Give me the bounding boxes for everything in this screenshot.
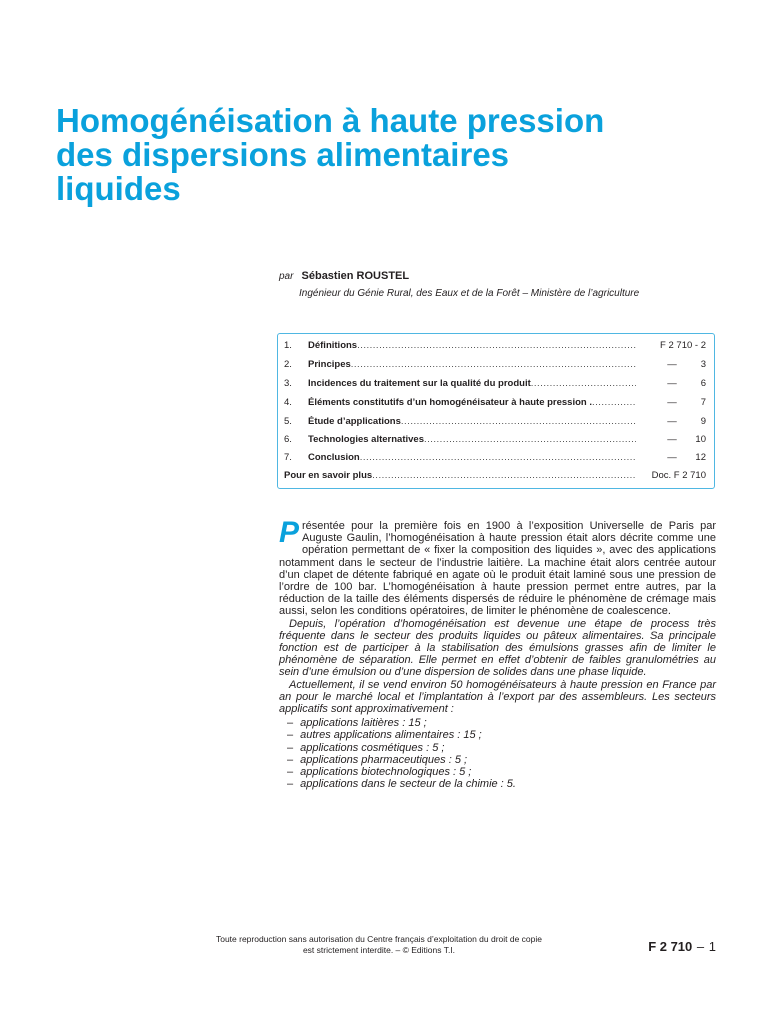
separator: –	[696, 939, 705, 954]
toc-label: Incidences du traitement sur la qualité du produit	[308, 378, 531, 389]
toc-item[interactable]	[284, 434, 706, 448]
toc-dash: —	[667, 416, 677, 427]
list-item-text: applications biotechnologiques : 5 ;	[300, 766, 472, 779]
toc-dash: —	[667, 434, 677, 445]
toc-leader	[424, 434, 636, 445]
toc-label-wrap	[308, 378, 636, 389]
list-item: – applications laitières : 15 ;	[287, 717, 427, 730]
toc-label-wrap	[284, 470, 636, 481]
toc-item[interactable]	[284, 359, 706, 373]
document-title	[56, 104, 736, 206]
toc-page: 9	[700, 416, 706, 427]
list-item-text: applications pharmaceutiques : 5 ;	[300, 753, 468, 766]
toc-further-reading[interactable]	[284, 470, 706, 484]
intro-paragraph	[279, 516, 716, 618]
list-item: – autres applications alimentaires : 15 ;	[287, 729, 482, 742]
page-reference	[648, 939, 716, 954]
table-of-contents	[277, 333, 715, 489]
toc-number: 6.	[284, 434, 292, 445]
list-item-text: applications cosmétiques : 5 ;	[300, 741, 445, 754]
toc-item[interactable]	[284, 340, 706, 354]
list-item-text: autres applications alimentaires : 15 ;	[300, 729, 482, 742]
toc-page: 6	[700, 378, 706, 389]
author-affiliation: Ingénieur du Génie Rural, des Eaux et de la Forêt – Ministère de l’agriculture	[299, 288, 640, 299]
toc-item[interactable]	[284, 378, 706, 392]
copyright-line: Toute reproduction sans autorisation du Centre français d’exploitation du droit de copie	[215, 934, 543, 944]
toc-label-wrap	[308, 452, 636, 463]
author-line	[279, 270, 409, 282]
toc-dash: —	[667, 397, 677, 408]
toc-label-wrap	[308, 397, 636, 408]
drop-cap: P	[279, 516, 300, 549]
title-line: liquides	[56, 170, 181, 207]
toc-number: 7.	[284, 452, 292, 463]
author-name: Sébastien ROUSTEL	[301, 270, 410, 282]
toc-label-wrap	[308, 434, 636, 445]
toc-label: Pour en savoir plus	[284, 470, 373, 481]
paragraph: Depuis, l’opération d’homogénéisation est devenue une étape de process très fréquente dans le secteur des produits liquides ou pâteux alimentaires. Sa principale fonction est de participer à la stabilisation des émulsions grasses afin de limiter le phénomène de séparation. Elle permet en effet d’obtenir de faibles granulométries au sein d’une émulsion ou d’une dispersion de solides dans une phase liquide.	[279, 617, 716, 679]
toc-label: Éléments constitutifs d’un homogénéisateur à haute pression .	[308, 397, 592, 408]
toc-label-wrap	[308, 359, 636, 370]
title-line: des dispersions alimentaires	[56, 136, 510, 173]
toc-page: 7	[700, 397, 706, 408]
author-prefix: par	[279, 271, 294, 282]
copyright-notice	[190, 934, 568, 956]
toc-number: 4.	[284, 397, 292, 408]
toc-label: Technologies alternatives	[308, 434, 424, 445]
list-item: – applications pharmaceutiques : 5 ;	[287, 753, 468, 766]
list-item: – applications cosmétiques : 5 ;	[287, 741, 445, 754]
title-line: Homogénéisation à haute pression	[56, 102, 605, 139]
toc-label-wrap	[308, 416, 636, 427]
toc-leader	[351, 359, 636, 370]
toc-label: Définitions	[308, 340, 358, 351]
toc-item[interactable]	[284, 416, 706, 430]
toc-number: 2.	[284, 359, 292, 370]
toc-page: 10	[695, 434, 706, 445]
toc-label: Étude d’applications	[308, 416, 401, 427]
toc-number: 5.	[284, 416, 292, 427]
toc-item[interactable]	[284, 397, 706, 411]
toc-label: Principes	[308, 359, 351, 370]
list-item: – applications biotechnologiques : 5 ;	[287, 766, 472, 779]
document-code: F 2 710	[648, 939, 693, 954]
page-number: 1	[708, 939, 716, 954]
article-body	[279, 516, 716, 791]
toc-leader	[531, 378, 636, 389]
applications-list	[287, 717, 716, 790]
toc-number: 3.	[284, 378, 292, 389]
toc-leader	[372, 470, 636, 481]
toc-label: Conclusion	[308, 452, 360, 463]
toc-label-wrap	[308, 340, 636, 351]
toc-page: F 2 710 - 2	[660, 340, 706, 351]
toc-leader	[357, 340, 636, 351]
list-item-text: applications dans le secteur de la chimie : 5.	[300, 778, 516, 791]
list-item: – applications dans le secteur de la chimie : 5.	[287, 778, 516, 791]
toc-leader	[360, 452, 636, 463]
paragraph-text: résentée pour la première fois en 1900 à l’exposition Universelle de Paris par Auguste Gaulin, l’homogénéisation à haute pression était alors décrite comme une opération permettant de « fixer la composition des liquides », avec des applications notamment dans le secteur de l’industrie laitière. La machine était alors centrée autour d’un clapet de détente fabriqué en agate où le produit était laminé sous une pression de l’ordre de 100 bar. L’homogénéisation à haute pression permet entre autres, par la réduction de la taille des éléments dispersés de réduire le phénomène de crémage mais aussi, selon les conditions opératoires, de limiter le phénomène de coalescence.	[279, 520, 716, 618]
toc-dash: —	[667, 452, 677, 463]
toc-leader	[401, 416, 636, 427]
copyright-line: est strictement interdite. – © Editions T.I.	[302, 945, 456, 955]
toc-doc-ref: Doc. F 2 710	[651, 470, 706, 481]
toc-number: 1.	[284, 340, 292, 351]
paragraph: Actuellement, il se vend environ 50 homogénéisateurs à haute pression en France par an pour le marché local et l’implantation à l’export par des assembleurs. Les secteurs applicatifs sont approximativement :	[279, 678, 716, 716]
toc-page: 12	[695, 452, 706, 463]
toc-dash: —	[667, 378, 677, 389]
toc-leader	[592, 397, 636, 408]
toc-dash: —	[667, 359, 677, 370]
toc-item[interactable]	[284, 452, 706, 466]
list-item-text: applications laitières : 15 ;	[300, 717, 427, 730]
toc-page: 3	[700, 359, 706, 370]
